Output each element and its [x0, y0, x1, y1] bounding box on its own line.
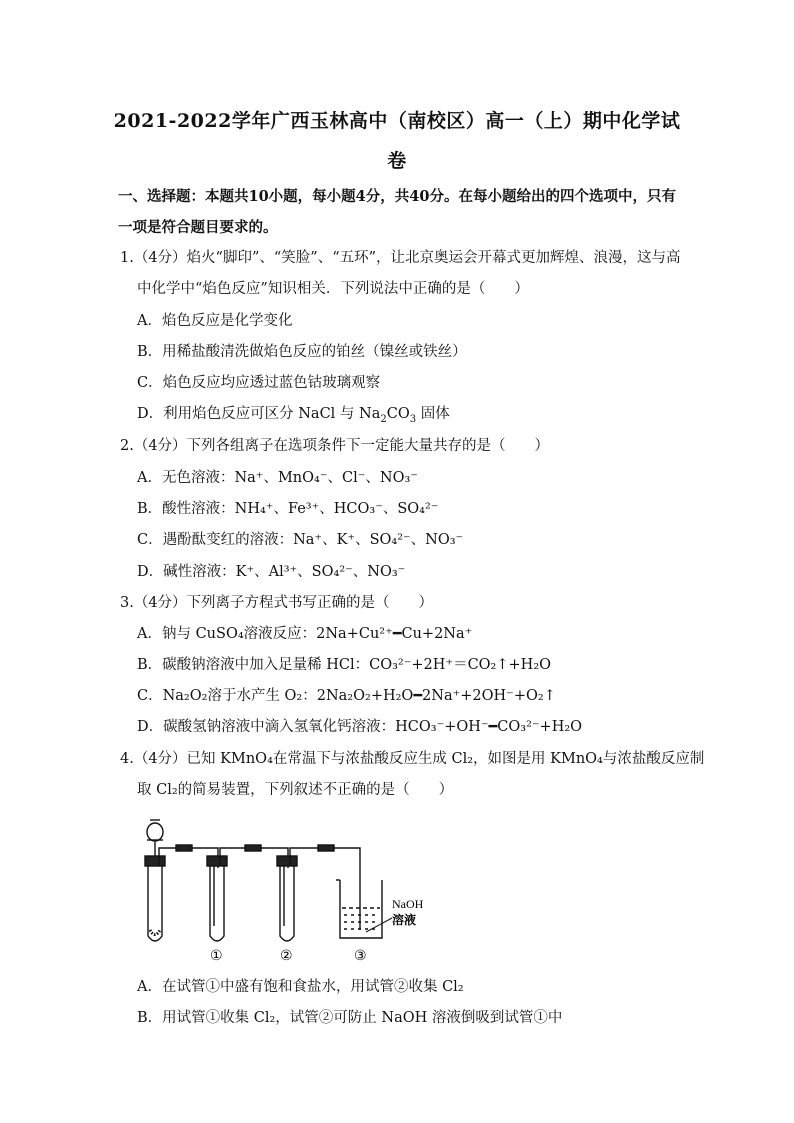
label-tube-2: ② — [280, 948, 293, 963]
solid-kmno4 — [150, 930, 160, 935]
q2-option-d: D．碱性溶液：K⁺、Al³⁺、SO₄²⁻、NO₃⁻ — [137, 564, 406, 580]
label-beaker-3: ③ — [354, 948, 367, 963]
label-tube-1: ① — [210, 948, 223, 963]
solution-label: 溶液 — [392, 913, 417, 927]
page-title-line-1: 2021-2022学年广西玉林高中（南校区）高一（上）期中化学试 — [113, 110, 681, 132]
test-tube-1 — [210, 866, 224, 941]
q4-stem-line-1: 4.（4分）已知 KMnO₄在常温下与浓盐酸反应生成 Cl₂，如图是用 KMnO₄与浓盐酸反应制 — [120, 751, 705, 767]
q1-option-d-sub2: 3 — [409, 413, 417, 425]
q1-option-d — [137, 404, 707, 424]
q2-option-a: A．无色溶液：Na⁺、MnO₄⁻、Cl⁻、NO₃⁻ — [137, 470, 418, 486]
q1-option-d-tail: 固体 — [416, 406, 450, 422]
q1-stem-line-1: 1.（4分）焰火“脚印”、“笑脸”、“五环”，让北京奥运会开幕式更加辉煌、浪漫，这与高 — [120, 250, 681, 266]
q3-option-a: A．钠与 CuSO₄溶液反应：2Na+Cu²⁺━Cu+2Na⁺ — [137, 626, 473, 642]
delivery-tube-3 — [290, 848, 360, 930]
separatory-funnel-icon — [147, 823, 163, 841]
q1-option-c: C．焰色反应均应透过蓝色钴玻璃观察 — [137, 375, 381, 391]
q1-option-d-sub1: 2 — [380, 413, 387, 425]
q1-option-a: A．焰色反应是化学变化 — [137, 313, 293, 329]
q3-stem: 3.（4分）下列离子方程式书写正确的是（ ） — [120, 595, 434, 611]
q3-option-c: C．Na₂O₂溶于水产生 O₂：2Na₂O₂+H₂O━2Na⁺+2OH⁻+O₂↑ — [137, 688, 556, 704]
q2-option-b: B．酸性溶液：NH₄⁺、Fe³⁺、HCO₃⁻、SO₄²⁻ — [137, 501, 439, 517]
q4-option-a: A．在试管①中盛有饱和食盐水，用试管②收集 Cl₂ — [137, 979, 464, 995]
naoh-label: NaOH — [392, 897, 424, 911]
stopper-2 — [277, 856, 297, 866]
section-header: 一、选择题：本题共10小题，每小题4分，共40分。在每小题给出的四个选项中，只有一项是符合题目要求的。 — [118, 188, 676, 236]
q1-option-d-mid: CO — [386, 406, 410, 422]
test-tube-2 — [280, 866, 294, 941]
q3-option-b: B．碳酸钠溶液中加入足量稀 HCl：CO₃²⁻+2H⁺＝CO₂↑+H₂O — [137, 657, 552, 673]
page-title-line-2: 卷 — [387, 150, 407, 172]
q1-option-b: B．用稀盐酸清洗做焰色反应的铂丝（镍丝或铁丝） — [137, 344, 467, 360]
q2-stem: 2.（4分）下列各组离子在选项条件下一定能大量共存的是（ ） — [120, 438, 550, 454]
q1-stem-line-2: 中化学中“焰色反应”知识相关．下列说法中正确的是（ ） — [137, 281, 529, 297]
stopper-1 — [207, 856, 227, 866]
q2-option-c: C．遇酚酞变红的溶液：Na⁺、K⁺、SO₄²⁻、NO₃⁻ — [137, 532, 464, 548]
q3-option-d: D．碳酸氢钠溶液中滴入氢氧化钙溶液：HCO₃⁻+OH⁻━CO₃²⁻+H₂O — [137, 719, 583, 735]
q4-stem-line-2: 取 Cl₂的简易装置，下列叙述不正确的是（ ） — [137, 782, 454, 798]
reaction-tube — [148, 866, 162, 941]
stopper-0 — [145, 856, 165, 866]
apparatus-diagram — [130, 818, 440, 963]
q1-option-d-text: D．利用焰色反应可区分 NaCl 与 Na — [137, 406, 381, 422]
q4-option-b: B．用试管①收集 Cl₂，试管②可防止 NaOH 溶液倒吸到试管①中 — [137, 1010, 563, 1026]
